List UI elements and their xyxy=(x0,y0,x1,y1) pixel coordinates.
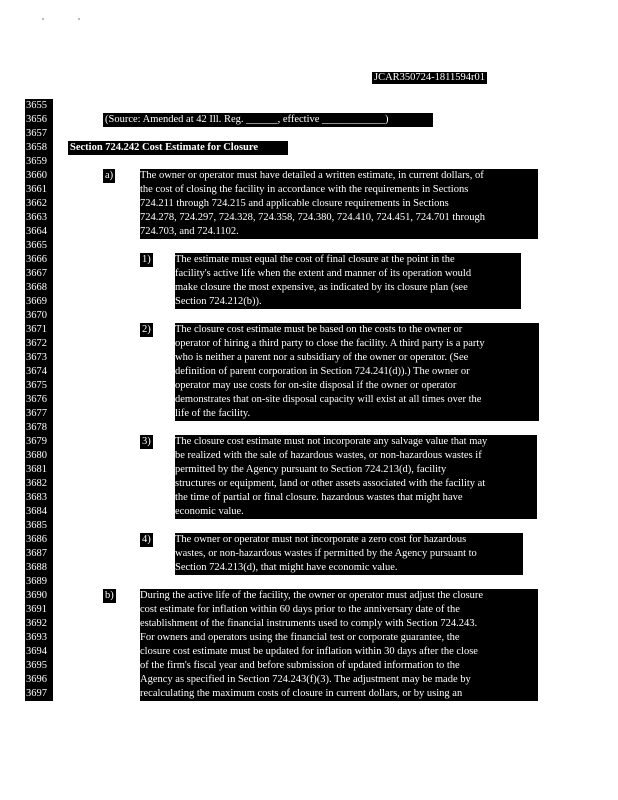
line-number: 3658 xyxy=(25,141,53,155)
paragraph-line: closure cost estimate must be updated for inflation within 30 days after the close xyxy=(140,646,478,657)
paragraph-3 xyxy=(175,435,537,519)
line-number: 3684 xyxy=(25,505,53,519)
line-number: 3688 xyxy=(25,561,53,575)
paragraph-line: the time of partial or final closure. hazardous wastes that might have xyxy=(175,492,463,503)
paragraph-line: The owner or operator must not incorporate a zero cost for hazardous xyxy=(175,534,467,545)
line-number: 3683 xyxy=(25,491,53,505)
paragraph-line: facility's active life when the extent and manner of its operation would xyxy=(175,268,472,279)
paragraph-label: 4) xyxy=(142,534,151,545)
paragraph-label: b) xyxy=(105,590,114,601)
paragraph-line: the cost of closing the facility in accordance with the requirements in Sections xyxy=(140,184,469,195)
line-number: 3663 xyxy=(25,211,53,225)
line-number: 3657 xyxy=(25,127,53,141)
paragraph-line: operator may use costs for on-site disposal if the owner or operator xyxy=(175,380,457,391)
paragraph-line: economic value. xyxy=(175,506,244,517)
paragraph-line: Agency as specified in Section 724.243(f)(3). The adjustment may be made by xyxy=(140,674,471,685)
paragraph-line: The closure cost estimate must not incorporate any salvage value that may xyxy=(175,436,488,447)
document-id: JCAR350724-1811594r01 xyxy=(374,72,486,83)
paragraph-label: a) xyxy=(105,170,114,181)
paragraph-line: cost estimate for inflation within 60 days prior to the anniversary date of the xyxy=(140,604,460,615)
paragraph-line: 724.278, 724.297, 724.328, 724.358, 724.380, 724.410, 724.451, 724.701 through xyxy=(140,212,486,223)
line-number: 3660 xyxy=(25,169,53,183)
paragraph-line: wastes, or non-hazardous wastes if permitted by the Agency pursuant to xyxy=(175,548,477,559)
scan-mark xyxy=(42,18,44,20)
paragraph-label: 3) xyxy=(142,436,151,447)
paragraph-2 xyxy=(175,323,539,421)
line-number: 3668 xyxy=(25,281,53,295)
line-number: 3655 xyxy=(25,99,53,113)
line-number: 3672 xyxy=(25,337,53,351)
line-number: 3696 xyxy=(25,673,53,687)
paragraph-line: make closure the most expensive, as indicated by its closure plan (see xyxy=(175,282,468,293)
line-number: 3694 xyxy=(25,645,53,659)
paragraph-line: 724.211 through 724.215 and applicable closure requirements in Sections xyxy=(140,198,449,209)
line-number: 3659 xyxy=(25,155,53,169)
line-number: 3687 xyxy=(25,547,53,561)
paragraph-line: permitted by the Agency pursuant to Section 724.213(d), facility xyxy=(175,464,447,475)
paragraph-line: The owner or operator must have detailed a written estimate, in current dollars, of xyxy=(140,170,484,181)
paragraph-b xyxy=(140,589,538,701)
line-number: 3679 xyxy=(25,435,53,449)
paragraph-label: 2) xyxy=(142,324,151,335)
line-number: 3677 xyxy=(25,407,53,421)
line-number: 3682 xyxy=(25,477,53,491)
line-number: 3665 xyxy=(25,239,53,253)
paragraph-line: 724.703, and 724.1102. xyxy=(140,226,239,237)
line-number: 3695 xyxy=(25,659,53,673)
source-note: (Source: Amended at 42 Ill. Reg. ______, effective ____________) xyxy=(103,113,433,127)
line-number: 3673 xyxy=(25,351,53,365)
paragraph-a xyxy=(140,169,538,239)
scan-mark xyxy=(78,18,80,20)
line-number: 3675 xyxy=(25,379,53,393)
line-number: 3693 xyxy=(25,631,53,645)
paragraph-line: recalculating the maximum costs of closure in current dollars, or by using an xyxy=(140,688,463,699)
paragraph-line: operator of hiring a third party to close the facility. A third party is a party xyxy=(175,338,485,349)
line-number: 3678 xyxy=(25,421,53,435)
paragraph-line: The estimate must equal the cost of final closure at the point in the xyxy=(175,254,455,265)
line-number: 3685 xyxy=(25,519,53,533)
line-number: 3670 xyxy=(25,309,53,323)
line-number: 3676 xyxy=(25,393,53,407)
paragraph-line: For owners and operators using the financial test or corporate guarantee, the xyxy=(140,632,460,643)
line-number: 3664 xyxy=(25,225,53,239)
paragraph-line: During the active life of the facility, the owner or operator must adjust the closure xyxy=(140,590,484,601)
paragraph-line: definition of parent corporation in Section 724.241(d)).) The owner or xyxy=(175,366,470,377)
line-number: 3669 xyxy=(25,295,53,309)
paragraph-4 xyxy=(175,533,523,575)
line-number: 3686 xyxy=(25,533,53,547)
line-number: 3661 xyxy=(25,183,53,197)
line-number: 3697 xyxy=(25,687,53,701)
paragraph-line: be realized with the sale of hazardous wastes, or non-hazardous wastes if xyxy=(175,450,482,461)
line-number: 3680 xyxy=(25,449,53,463)
paragraph-line: Section 724.212(b)). xyxy=(175,296,262,307)
line-number: 3691 xyxy=(25,603,53,617)
line-number: 3690 xyxy=(25,589,53,603)
line-number: 3674 xyxy=(25,365,53,379)
paragraph-line: demonstrates that on-site disposal capacity will exist at all times over the xyxy=(175,394,482,405)
section-heading: Section 724.242 Cost Estimate for Closure xyxy=(68,141,288,155)
paragraph-label: 1) xyxy=(142,254,151,265)
line-number: 3656 xyxy=(25,113,53,127)
paragraph-1 xyxy=(175,253,521,309)
line-number: 3689 xyxy=(25,575,53,589)
paragraph-line: life of the facility. xyxy=(175,408,251,419)
line-number: 3662 xyxy=(25,197,53,211)
paragraph-line: structures or equipment, land or other assets associated with the facility at xyxy=(175,478,486,489)
line-number: 3692 xyxy=(25,617,53,631)
paragraph-line: The closure cost estimate must be based on the costs to the owner or xyxy=(175,324,463,335)
paragraph-line: of the firm's fiscal year and before submission of updated information to the xyxy=(140,660,460,671)
paragraph-line: establishment of the financial instruments used to comply with Section 724.243. xyxy=(140,618,478,629)
paragraph-line: who is neither a parent nor a subsidiary of the owner or operator. (See xyxy=(175,352,469,363)
line-number: 3681 xyxy=(25,463,53,477)
paragraph-line: Section 724.213(d), that might have economic value. xyxy=(175,562,398,573)
line-number: 3671 xyxy=(25,323,53,337)
line-number: 3667 xyxy=(25,267,53,281)
line-number: 3666 xyxy=(25,253,53,267)
